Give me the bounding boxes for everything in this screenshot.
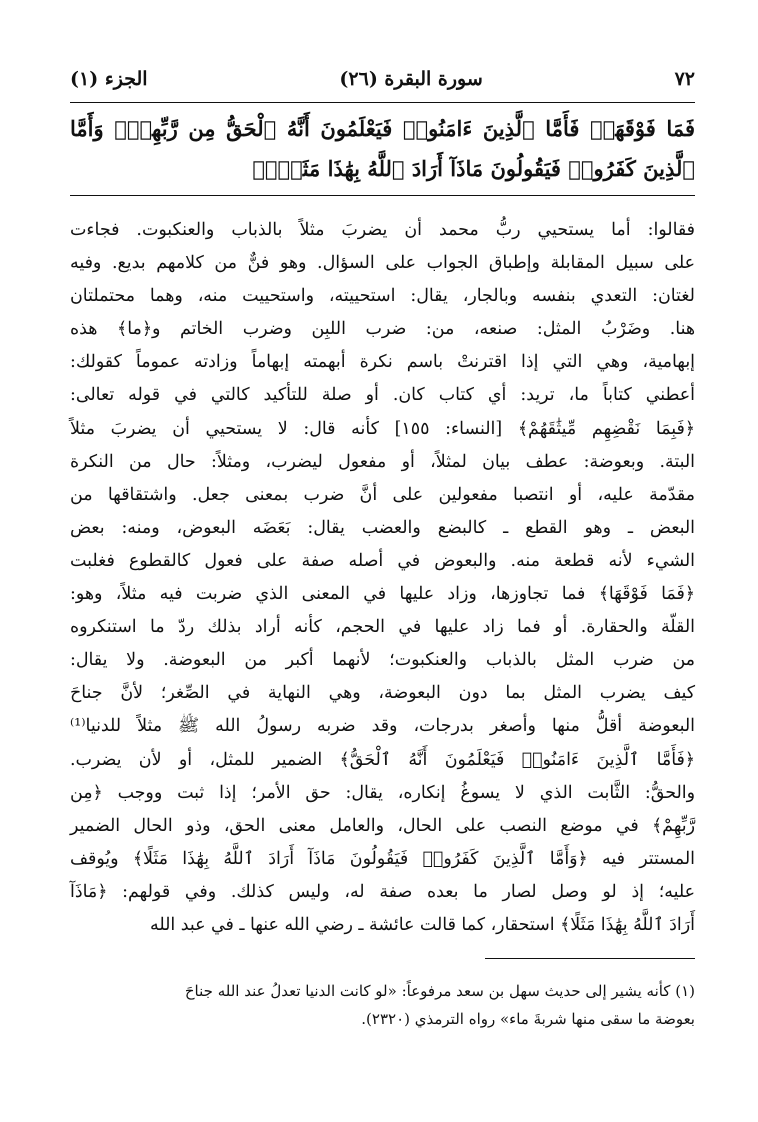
body-line: والحقُّ: الثَّابت الذي لا يسوغُ إنكاره، يقال: حق الأمر؛ إذا ثبت ووجب ﴿مِن — [70, 782, 695, 803]
verse-divider — [70, 195, 695, 196]
body-line: لغتان: التعدي بنفسه وبالجار، يقال: استحييته، واستحييت منه، وهما محتملتان — [70, 286, 695, 307]
body-line: أعطني كتاباً ما، تريد: أي كتاب كان. أو صلة للتأكيد كالتي في قوله تعالى: — [70, 385, 695, 406]
body-line: البعض ـ وهو القطع ـ كالبضع والعضب يقال: بَعَضَه البعوض، ومنه: بعض — [70, 517, 695, 538]
surah-title: سورة البقرة (٢٦) — [339, 68, 483, 90]
body-line: البتة. وبعوضة: عطف بيان لمثلاً، أو مفعول ليضرب، ومثلاً: حال من النكرة — [70, 451, 695, 472]
body-line: فقالوا: أما يستحيي ربُّ محمد أن يضربَ مثلاً بالذباب والعنكبوت. فجاءت — [70, 220, 695, 240]
juz-label: الجزء (١) — [70, 68, 148, 90]
footnote-line: بعوضة ما سقى منها شربةَ ماء» رواه الترمذي (٢٣٢٠). — [361, 1010, 695, 1029]
footnotes — [70, 977, 695, 1033]
body-line: ﴿فَبِمَا نَقْضِهِم مِّيثَٰقَهُمْ﴾ [النساء: ١٥٥] كأنه قال: لا يستحيي أن يضربَ مثلاً — [70, 418, 695, 439]
body-line: الشيء لأنه قطعة منه. والبعوض في أصله صفة على فعول كالقطوع فغلبت — [70, 550, 695, 571]
body-line: هنا. وضَرْبُ المثل: صنعه، من: ضرب اللبِن وضرب الخاتم و﴿ما﴾ هذه — [70, 319, 695, 340]
body-line: ﴿فَأَمَّا ٱلَّذِينَ ءَامَنُوا۟ فَيَعْلَمُونَ أَنَّهُ ٱلْحَقُّ﴾ الضمير للمثل، أو لأن يضرب. — [70, 749, 695, 770]
quran-verse: فَمَا فَوْقَهَاۚ فَأَمَّا ٱلَّذِينَ ءَامَنُوا۟ فَيَعْلَمُونَ أَنَّهُ ٱلْحَقُّ مِن رَّبِّهِمْۖ وَأَمَّا ٱلَّذِينَ كَفَرُوا۟ فَيَقُولُونَ مَاذَآ أَرَادَ ٱللَّهُ بِهَٰذَا مَثَلًاۘ — [70, 116, 695, 181]
body-line: رَّبِّهِمْ﴾ في موضع النصب على الحال، والعامل معنى الحق، وذو الحال الضمير — [70, 815, 695, 836]
body-line: إبهامية، وهي التي إذا اقترنتْ باسم نكرة أبهمته إبهاماً وزادته عموماً كقولك: — [70, 352, 695, 373]
body-line: عليه؛ إذ لو وصل لصار ما بعده صفة له، وليس كذلك. وفي قولهم: ﴿مَاذَآ — [70, 881, 695, 902]
body-line: المستتر فيه ﴿وَأَمَّا ٱلَّذِينَ كَفَرُوا۟ فَيَقُولُونَ مَاذَآ أَرَادَ ٱللَّهُ بِهَٰذَا مَثَلًا﴾ ويُوقف — [70, 848, 695, 869]
body-line: كيف يضرب المثل بما دون البعوضة، وهي النهاية في الصِّغر؛ لأنَّ جناحَ — [70, 683, 695, 704]
commentary-body — [70, 214, 695, 942]
page-header — [70, 68, 695, 98]
book-page — [70, 68, 695, 1033]
body-line: على سبيل المقابلة وإطباق الجواب على السؤال. وهو فنٌّ من كلامهم بديع. وفيه — [70, 253, 695, 274]
body-line: القلّة والحقارة. أو فما زاد عليها في الحجم، كأنه أراد بذلك ردّ ما استنكروه — [70, 617, 695, 638]
footnote-divider — [485, 958, 695, 959]
footnote-line: (١) كأنه يشير إلى حديث سهل بن سعد مرفوعاً: «لو كانت الدنيا تعدلُ عند الله جناحَ — [184, 982, 695, 1001]
body-line: من ضرب المثل بالذباب والعنكبوت؛ لأنهما أكبر من البعوضة. ولا يقال: — [70, 650, 695, 671]
body-line: أَرَادَ ٱللَّهُ بِهَٰذَا مَثَلًا﴾ استحقار، كما قالت عائشة ـ رضي الله عنها ـ في عبد الله — [150, 914, 695, 935]
page-number: ٧٢ — [674, 68, 695, 90]
body-line: ﴿فَمَا فَوْقَهَا﴾ فما تجاوزها، وزاد عليها في المعنى الذي ضربت فيه مثلاً، وهو: — [70, 584, 695, 605]
body-line: مقدّمة عليه، أو انتصبا مفعولين على أنَّ ضرب بمعنى جعل. واشتقاقها من — [70, 484, 695, 505]
body-line: البعوضة أقلُّ منها وأصغر بدرجات، وقد ضربه رسولُ الله ﷺ مثلاً للدنيا⁽¹⁾ — [70, 716, 695, 737]
